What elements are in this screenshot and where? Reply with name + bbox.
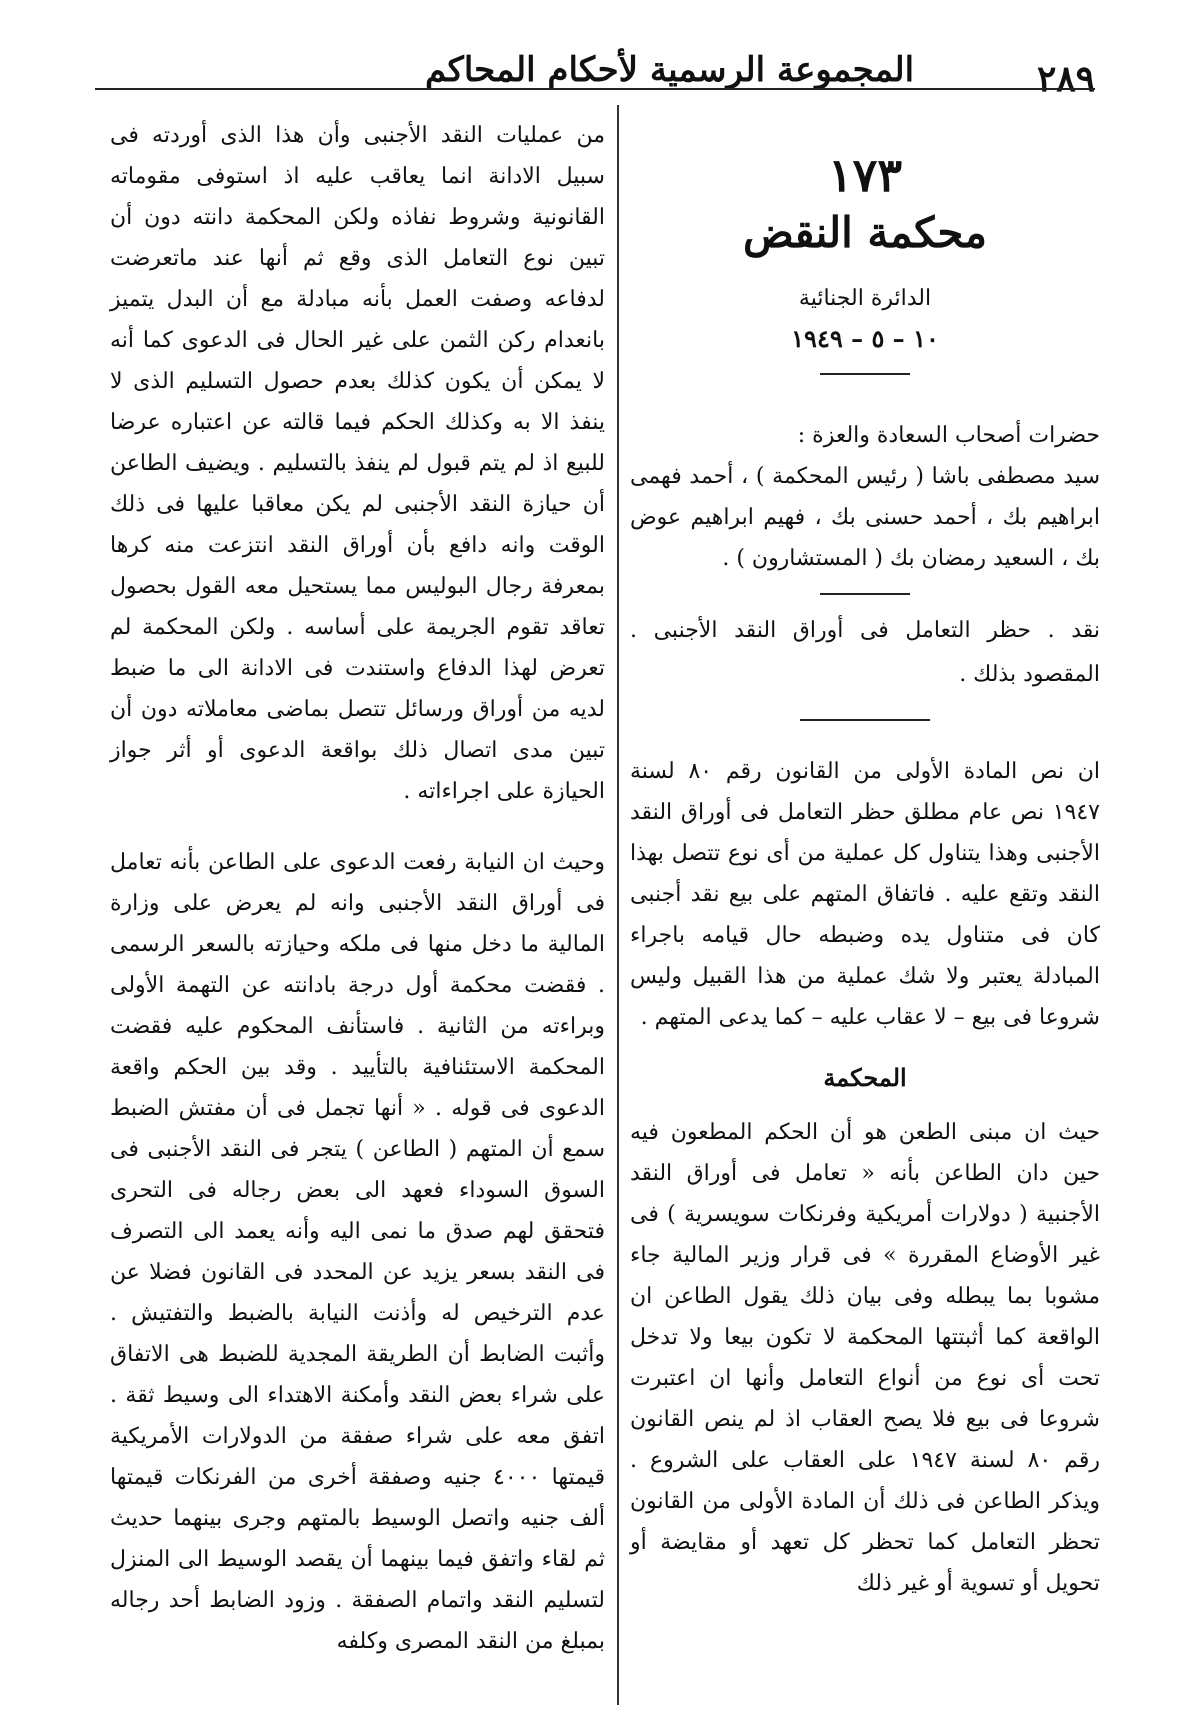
column-divider	[617, 105, 619, 1705]
page-header	[95, 40, 1095, 100]
case-subject: نقد . حظر التعامل فى أوراق النقد الأجنبى . المقصود بذلك .	[630, 618, 1100, 687]
judgment-body-paragraph: وحيث ان النيابة رفعت الدعوى على الطاعن بأنه تعامل فى أوراق النقد الأجنبى وانه لم يعرض على وزارة المالية ما دخل منها فى ملكه وحيازته بالسعر الرسمى . فقضت محكمة أول درجة بادانته عن التهمة الأولى وبراءته من الثانية . فاستأنف المحكوم عليه فقضت المحكمة الاستئنافية بالتأييد . وقد بين الحكم واقعة الدعوى فى قوله . « أنها تجمل فى أن مفتش الضبط سمع أن المتهم ( الطاعن ) يتجر فى النقد الأجنبى فى السوق السوداء فعهد الى بعض رجاله فى التحرى فتحقق لهم صدق ما نمى اليه وأنه يعمد الى التصرف فى النقد بسعر يزيد عن المحدد فى القانون فضلا عن عدم الترخيص له وأذنت النيابة بالضبط والتفتيش . وأثبت الضابط أن الطريقة المجدية للضبط هى الاتفاق على شراء بعض النقد وأمكنة الاهتداء الى وسيط ثقة . اتفق معه على شراء صفقة من الدولارات الأمريكية قيمتها ٤٠٠٠ جنيه وصفقة أخرى من الفرنكات قيمتها ألف جنيه واتصل الوسيط بالمتهم وجرى بينهما حديث ثم لقاء واتفق فيما بينهما أن يقصد الوسيط الى المنزل لتسليم النقد واتمام الصفقة . وزود الضابط أحد رجاله بمبلغ من النقد المصرى وكلفه	[110, 850, 606, 1654]
page-number: ٢٨٩	[1036, 58, 1095, 100]
court-division: الدائرة الجنائية	[798, 286, 932, 311]
running-title: المجموعة الرسمية لأحكام المحاكم	[425, 50, 915, 90]
judgment-body-start: حيث ان مبنى الطعن هو أن الحكم المطعون فيه حين دان الطاعن بأنه « تعامل فى أوراق النقد الأجنبية ( دولارات أمريكية وفرنكات سويسرية ) فى غير الأوضاع المقررة » فى قرار وزير المالية جاء مشوبا بما يبطله وفى بيان ذلك يقول الطاعن ان الواقعة كما أثبتتها المحكمة لا تكون بيعا ولا تدخل تحت أى نوع من أنواع التعامل وأنها ان اعتبرت شروعا فى بيع فلا يصح العقاب اذ لم ينص القانون رقم ٨٠ لسنة ١٩٤٧ على العقاب على الشروع . ويذكر الطاعن فى ذلك أن المادة الأولى من القانون تحظر التعامل كما تحظر كل تعهد أو مقايضة أو تحويل أو تسوية أو غير ذلك	[630, 1120, 1100, 1596]
left-column	[110, 115, 605, 1662]
section-heading: المحكمة	[823, 1063, 907, 1092]
header-rule	[95, 88, 1095, 90]
judgment-date: ١٠ – ٥ – ١٩٤٩	[791, 324, 939, 353]
legal-principle-summary: ان نص المادة الأولى من القانون رقم ٨٠ لسنة ١٩٤٧ نص عام مطلق حظر التعامل فى أوراق النقد الأجنبى وهذا يتناول كل عملية من أى نوع تتصل بهذا النقد وتقع عليه . فاتفاق المتهم على بيع نقد أجنبى كان فى متناول يده وضبطه حال قيامه باجراء المبادلة يعتبر ولا شك عملية من هذا القبيل وليس شروعا فى بيع – لا عقاب عليه – كما يدعى المتهم .	[630, 759, 1100, 1030]
judgment-body-paragraph: من عمليات النقد الأجنبى وأن هذا الذى أوردته فى سبيل الادانة انما يعاقب عليه اذ استوفى مقوماته القانونية وشروط نفاذه ولكن المحكمة دانته دون أن تبين نوع التعامل الذى وقع ثم أنها عند ماتعرضت لدفاعه وصفت العمل بأنه مبادلة مع أن البدل يتميز بانعدام ركن الثمن على غير الحال فى الدعوى كما أنه لا يمكن أن يكون كذلك بعدم حصول التسليم الذى لا ينفذ الا به وكذلك الحكم فيما قالته عن اعتباره عرضا للبيع اذ لم يتم قبول لم ينفذ بالتسليم . ويضيف الطاعن أن حيازة النقد الأجنبى لم يكن معاقبا عليها فى ذلك الوقت وانه دافع بأن أوراق النقد انتزعت منه كرها بمعرفة رجال البوليس مما يستحيل معه القول بحصول تعاقد تقوم الجريمة على أساسه . ولكن المحكمة لم تعرض لهذا الدفاع واستندت فى الادانة الى ما ضبط لديه من أوراق ورسائل تتصل بماضى معاملاته دون أن تبين مدى اتصال ذلك بواقعة الدعوى أو أثر جواز الحيازة على اجراءاته .	[110, 123, 605, 804]
divider-rule	[820, 373, 910, 375]
bench-members: سيد مصطفى باشا ( رئيس المحكمة ) ، أحمد فهمى ابراهيم بك ، أحمد حسنى بك ، فهيم ابراهيم عوض بك ، السعيد رمضان بك ( المستشارون ) .	[630, 464, 1100, 571]
divider-rule	[800, 719, 930, 721]
bench-heading: حضرات أصحاب السعادة والعزة :	[797, 423, 1100, 448]
case-number: ١٧٣	[827, 148, 903, 202]
right-column	[630, 115, 1100, 1604]
divider-rule	[820, 593, 910, 595]
court-name: محكمة النقض	[742, 208, 988, 257]
